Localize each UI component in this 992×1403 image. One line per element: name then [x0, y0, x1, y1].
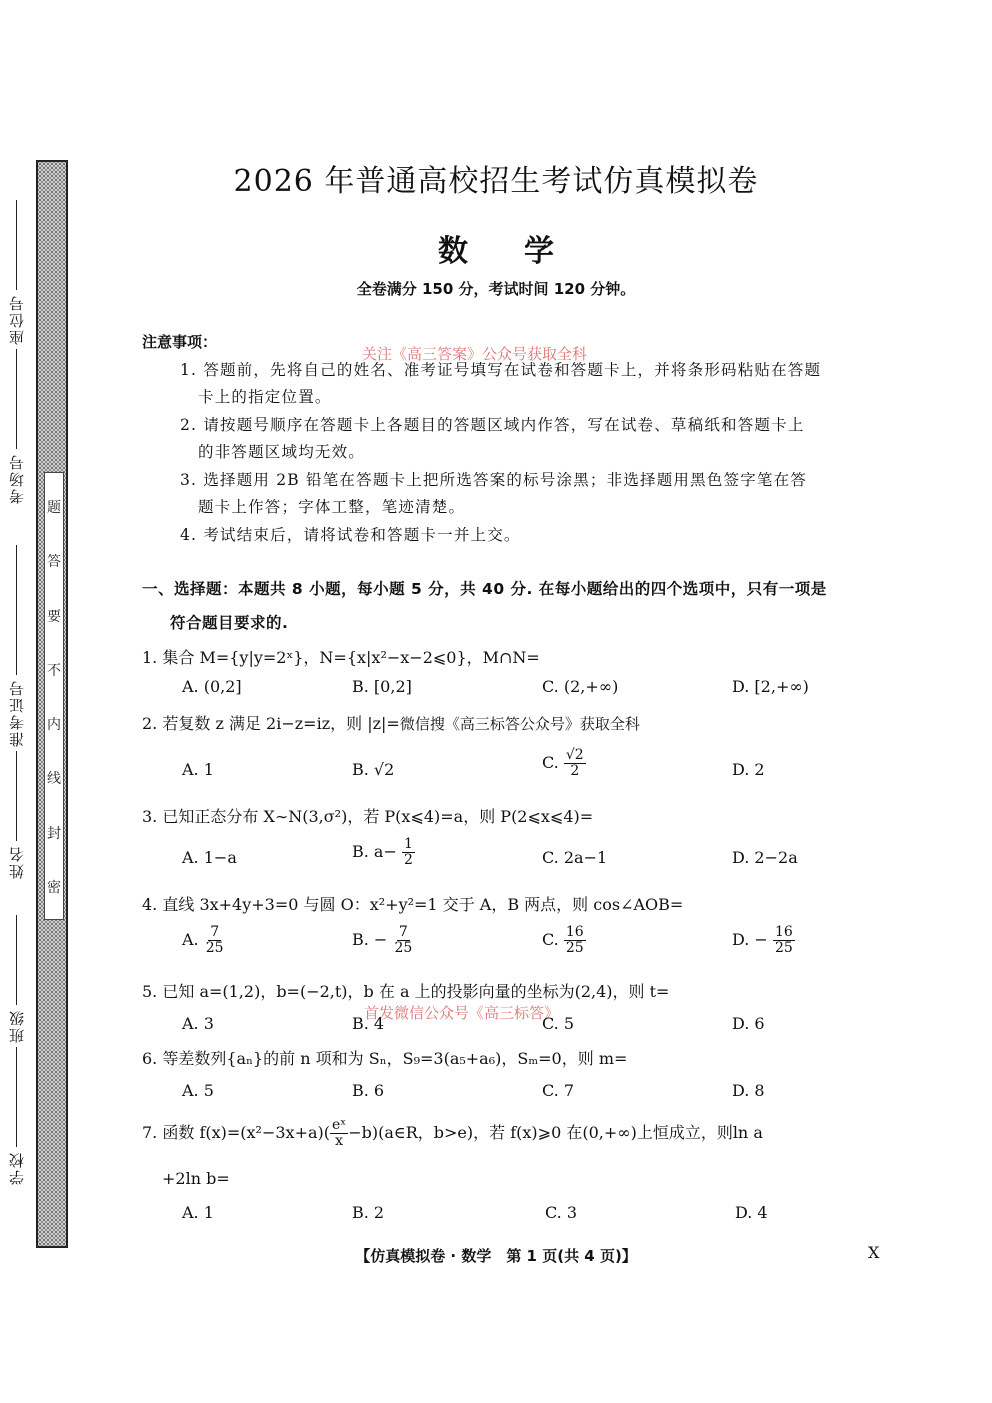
q4-option-a-label: A. — [182, 930, 199, 949]
q2-option-d[interactable]: D. 2 — [732, 760, 765, 779]
q2-option-c-fraction — [564, 748, 586, 779]
question-7-stem-cont: +2ln b= — [162, 1169, 230, 1188]
notice-line: 4. 考试结束后，请将试卷和答题卡一并上交。 — [180, 526, 521, 544]
notice-line: 1. 答题前，先将自己的姓名、准考证号填写在试卷和答题卡上，并将条形码粘贴在答题 — [180, 361, 822, 379]
q5-option-a[interactable]: A. 3 — [182, 1014, 214, 1033]
seal-char: 密 — [47, 879, 61, 896]
footer-mark: X — [868, 1243, 880, 1262]
seal-line-box — [44, 472, 64, 920]
fill-line — [16, 545, 17, 675]
seal-char: 要 — [47, 608, 61, 625]
q4-option-a-fraction — [204, 925, 226, 956]
q6-option-c[interactable]: C. 7 — [542, 1081, 575, 1100]
q2-option-b[interactable]: B. √2 — [352, 760, 395, 779]
question-6-stem: 6. 等差数列{aₙ}的前 n 项和为 Sₙ，S₉=3(a₅+a₆)，Sₘ=0，则 m= — [142, 1049, 628, 1068]
q3-option-c[interactable]: C. 2a−1 — [542, 848, 608, 867]
q7-option-a[interactable]: A. 1 — [182, 1203, 214, 1222]
q7-option-b[interactable]: B. 2 — [352, 1203, 385, 1222]
q1-option-c[interactable]: C. (2,+∞) — [542, 677, 619, 696]
subject-title: 数学 — [438, 234, 610, 269]
frac-denominator: 25 — [205, 940, 224, 956]
q7-stem-part-b: −b)(a∈R，b>e)，若 f(x)⩾0 在(0,+∞)上恒成立，则ln a — [348, 1123, 763, 1142]
q4-option-c-fraction — [564, 925, 586, 956]
notice-line: 题卡上作答；字体工整，笔迹清楚。 — [198, 498, 466, 516]
admission-number-field[interactable] — [0, 545, 28, 883]
q4-option-c[interactable] — [542, 925, 586, 956]
q3-option-b[interactable] — [352, 837, 415, 868]
frac-numerator: 7 — [398, 924, 408, 940]
q4-option-c-label: C. — [542, 930, 559, 949]
exam-title: 2026 年普通高校招生考试仿真模拟卷 — [233, 164, 759, 199]
watermark-top: 关注《高三答案》公众号获取全科 — [362, 345, 588, 363]
frac-numerator: 16 — [565, 924, 584, 940]
seal-char: 线 — [47, 771, 61, 788]
q7-option-c[interactable]: C. 3 — [545, 1203, 578, 1222]
seal-char: 封 — [47, 825, 61, 842]
question-7-stem — [142, 1118, 763, 1149]
exam-info: 全卷满分 150 分，考试时间 120 分钟。 — [356, 280, 636, 298]
school-label: 学校 — [7, 1151, 26, 1185]
admission-number-label: 准考证号 — [7, 679, 26, 747]
question-4-stem: 4. 直线 3x+4y+3=0 与圆 O：x²+y²=1 交于 A，B 两点，则 cos∠AOB= — [142, 895, 684, 914]
q6-option-a[interactable]: A. 5 — [182, 1081, 214, 1100]
q7-option-d[interactable]: D. 4 — [735, 1203, 768, 1222]
frac-denominator: 2 — [403, 852, 413, 868]
q7-fraction — [330, 1118, 348, 1149]
q2-option-c-label: C. — [542, 753, 559, 772]
room-number-label: 考场号 — [7, 453, 26, 504]
name-label: 姓名 — [7, 845, 26, 879]
watermark-middle: 首发微信公众号《高三标答》 — [364, 1004, 560, 1022]
question-1-stem: 1. 集合 M={y|y=2ˣ}，N={x|x²−x−2⩽0}，M∩N= — [142, 648, 540, 667]
fill-line — [16, 1047, 17, 1147]
notice-line: 2. 请按题号顺序在答题卡上各题目的答题区域内作答，写在试卷、草稿纸和答题卡上 — [180, 416, 805, 434]
q5-option-d[interactable]: D. 6 — [732, 1014, 765, 1033]
frac-denominator: 2 — [570, 763, 580, 779]
frac-denominator: 25 — [774, 940, 793, 956]
seal-char: 题 — [47, 500, 61, 516]
q6-option-d[interactable]: D. 8 — [732, 1081, 765, 1100]
q7-stem-part-a: 7. 函数 f(x)=(x²−3x+a)( — [142, 1123, 330, 1142]
frac-numerator: 7 — [210, 924, 220, 940]
q4-option-b-fraction — [392, 925, 414, 956]
frac-numerator: √2 — [565, 747, 584, 763]
frac-numerator: eˣ — [332, 1117, 347, 1133]
q1-option-b[interactable]: B. [0,2] — [352, 677, 412, 696]
q6-option-b[interactable]: B. 6 — [352, 1081, 385, 1100]
q2-option-c[interactable] — [542, 748, 586, 779]
notice-line: 的非答题区域均无效。 — [198, 443, 366, 461]
question-2-stem — [142, 711, 640, 734]
q3-option-a[interactable]: A. 1−a — [182, 848, 237, 867]
q5-option-b[interactable]: B. 4 — [352, 1014, 385, 1033]
frac-denominator: 25 — [565, 940, 584, 956]
q4-option-d-fraction — [773, 925, 795, 956]
q4-option-b-label: B. − — [352, 930, 388, 949]
fill-line — [16, 751, 17, 841]
question-3-stem: 3. 已知正态分布 X∼N(3,σ²)，若 P(x⩽4)=a，则 P(2⩽x⩽4)= — [142, 807, 594, 826]
q2-option-a[interactable]: A. 1 — [182, 760, 214, 779]
seat-number-label: 座位号 — [7, 294, 26, 345]
notice-line: 卡上的指定位置。 — [198, 388, 332, 406]
q3-option-b-fraction — [402, 837, 415, 868]
seal-char: 内 — [47, 717, 61, 734]
q4-option-d-label: D. − — [732, 930, 768, 949]
frac-numerator: 16 — [774, 924, 793, 940]
notice-heading: 注意事项： — [142, 333, 218, 351]
class-label: 班级 — [7, 1009, 26, 1043]
q4-option-d[interactable] — [732, 925, 795, 956]
q2-watermark-text: 微信搜《高三标答公众号》获取全科 — [399, 715, 640, 733]
seal-char: 不 — [47, 662, 61, 679]
q1-option-a[interactable]: A. (0,2] — [182, 677, 242, 696]
frac-denominator: x — [335, 1133, 344, 1149]
fill-line — [16, 349, 17, 449]
q5-option-c[interactable]: C. 5 — [542, 1014, 575, 1033]
seal-char: 答 — [47, 554, 61, 571]
q1-option-d[interactable]: D. [2,+∞) — [732, 677, 809, 696]
q4-option-a[interactable] — [182, 925, 226, 956]
fill-line — [16, 915, 17, 1005]
class-field[interactable] — [0, 915, 28, 1189]
q4-option-b[interactable] — [352, 925, 414, 956]
section-heading: 一、选择题：本题共 8 小题，每小题 5 分，共 40 分. 在每小题给出的四个选项中，只有一项是 — [142, 580, 827, 598]
question-5-stem: 5. 已知 a=(1,2)，b=(−2,t)，b 在 a 上的投影向量的坐标为(2,4)，则 t= — [142, 982, 670, 1001]
frac-denominator: 25 — [394, 940, 413, 956]
frac-numerator: 1 — [403, 836, 413, 852]
page-footer: 【仿真模拟卷 · 数学 第 1 页(共 4 页)】 — [355, 1247, 637, 1265]
notice-line: 3. 选择题用 2B 铅笔在答题卡上把所选答案的标号涂黑；非选择题用黑色签字笔在答 — [180, 471, 808, 489]
q3-option-d[interactable]: D. 2−2a — [732, 848, 798, 867]
section-heading-cont: 符合题目要求的. — [170, 614, 289, 632]
q2-stem-text: 2. 若复数 z 满足 2i−z=iz，则 |z|= — [142, 714, 400, 733]
q3-option-b-label: B. a− — [352, 842, 397, 861]
